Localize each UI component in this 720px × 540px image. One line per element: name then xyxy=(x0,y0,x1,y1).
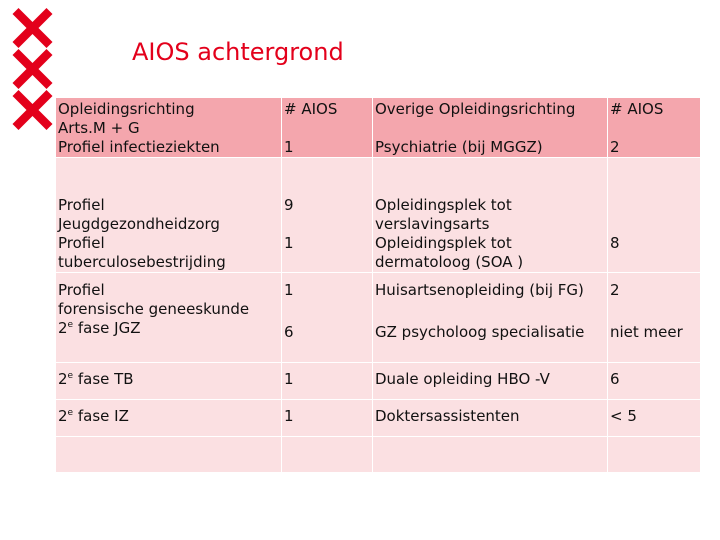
table-cell: 9 1 xyxy=(282,158,373,273)
table-cell: Duale opleiding HBO -V xyxy=(373,363,608,400)
table-row xyxy=(56,158,701,273)
table-cell xyxy=(282,437,373,473)
table-cell: 8 xyxy=(608,158,701,273)
table-cell: Profiel Jeugdgezondheidzorg Profiel tuberculosebestrijding xyxy=(56,158,282,273)
table-cell xyxy=(608,437,701,473)
table-cell: 2e fase IZ xyxy=(56,400,282,437)
header-cell-aios-2: # AIOS 2 xyxy=(608,98,701,158)
page-title: AIOS achtergrond xyxy=(132,38,344,66)
table-cell: Profiel forensische geneeskunde 2e fase JGZ xyxy=(56,273,282,363)
table-header-row xyxy=(56,98,701,158)
x-cross-icon xyxy=(13,8,53,48)
table-cell: < 5 xyxy=(608,400,701,437)
table-cell: 1 6 xyxy=(282,273,373,363)
x-cross-icon xyxy=(13,90,53,130)
x-cross-icon xyxy=(13,49,53,89)
table-row xyxy=(56,400,701,437)
table-cell xyxy=(56,437,282,473)
table-cell: Doktersassistenten xyxy=(373,400,608,437)
amsterdam-triple-x-icon xyxy=(10,8,55,130)
table-row-empty xyxy=(56,437,701,473)
aios-table xyxy=(55,97,701,473)
table-cell: 2e fase TB xyxy=(56,363,282,400)
table-cell: 6 xyxy=(608,363,701,400)
table-cell: Huisartsenopleiding (bij FG) GZ psycholoog specialisatie xyxy=(373,273,608,363)
header-cell-opleidingsrichting: Opleidingsrichting Arts.M + G Profiel infectieziekten xyxy=(56,98,282,158)
table-row xyxy=(56,363,701,400)
table-cell: 1 xyxy=(282,400,373,437)
table-row xyxy=(56,273,701,363)
table-cell xyxy=(373,437,608,473)
table-cell: 2 niet meer xyxy=(608,273,701,363)
header-cell-overige: Overige Opleidingsrichting Psychiatrie (bij MGGZ) xyxy=(373,98,608,158)
header-cell-aios: # AIOS 1 xyxy=(282,98,373,158)
table-cell: Opleidingsplek tot verslavingsarts Opleidingsplek tot dermatoloog (SOA ) xyxy=(373,158,608,273)
table-cell: 1 xyxy=(282,363,373,400)
